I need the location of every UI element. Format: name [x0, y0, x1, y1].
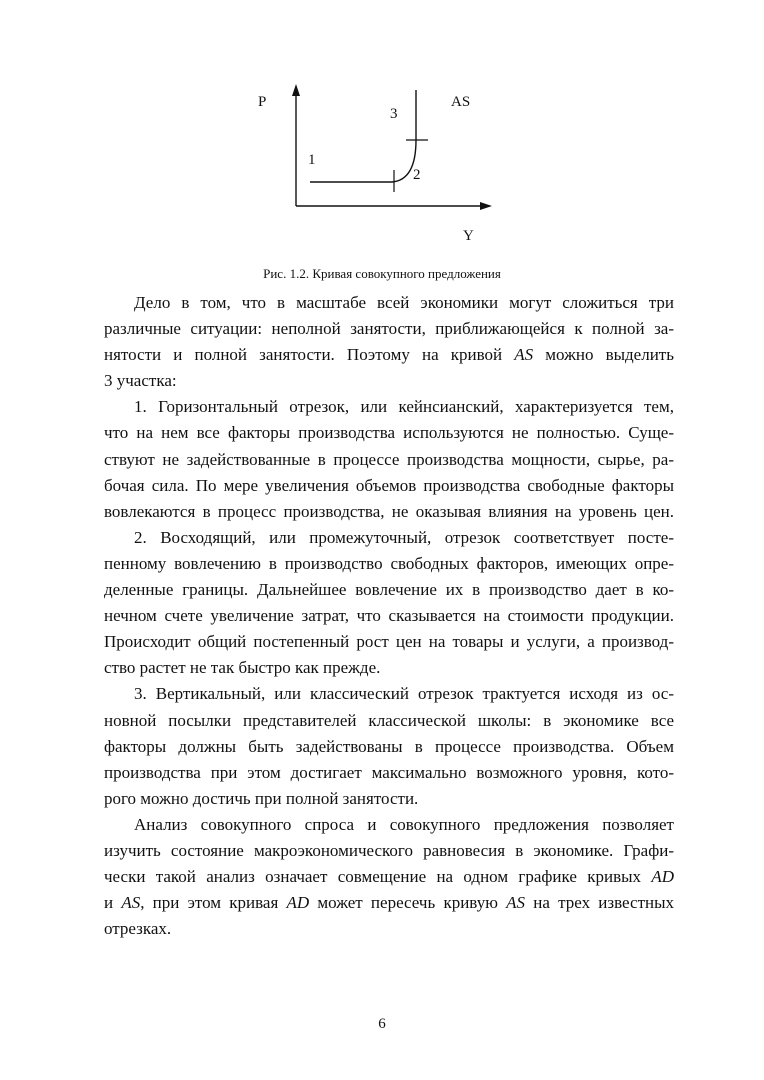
text-line: нятости и полной занятости. Поэтому на кривой AS можно выделить — [104, 345, 674, 365]
text-line: и AS, при этом кривая AD может пересечь кривую AS на трех известных — [104, 893, 675, 913]
segment-label-1: 1 — [308, 152, 316, 168]
as-curve — [310, 90, 416, 182]
figure-caption: Рис. 1.2. Кривая совокупного предложения — [263, 266, 501, 281]
text-line: что на нем все факторы производства используются не полностью. Суще- — [104, 423, 674, 443]
text-line: 2. Восходящий, или промежуточный, отрезок соответствует посте- — [134, 527, 674, 547]
segment-label-3: 3 — [390, 106, 398, 122]
text-line: различные ситуации: неполной занятости, приближающейся к полной за- — [104, 319, 674, 339]
text-line: Анализ совокупного спроса и совокупного предложения позволяет — [134, 814, 674, 834]
text-line: пенному вовлечению в производство свободных факторов, имеющих опре- — [104, 553, 674, 573]
text-line: нечном счете увеличение затрат, что сказывается на стоимости продукции. — [104, 606, 674, 626]
text-line: отрезках. — [104, 919, 172, 939]
text-line: чески такой анализ означает совмещение на одном графике кривых AD — [104, 867, 674, 887]
y-axis-arrow-icon — [292, 84, 300, 96]
text-line: ствуют не задействованные в процессе производства мощности, сырье, ра- — [104, 449, 674, 469]
text-line: 3 участка: — [104, 371, 177, 391]
text-line: 1. Горизонтальный отрезок, или кейнсианский, характеризуется тем, — [134, 397, 674, 417]
text-line: факторы должны быть задействованы в процессе производства. Объем — [104, 736, 674, 756]
as-curve-figure — [230, 80, 530, 250]
axis-x-label: Y — [463, 228, 474, 244]
text-line: 3. Вертикальный, или классический отрезок трактуется исходя из ос- — [134, 684, 674, 704]
curve-label-as: AS — [451, 94, 471, 110]
text-line: производства при этом достигает максимально возможного уровня, кото- — [104, 762, 674, 782]
x-axis-arrow-icon — [480, 202, 492, 210]
body-text — [104, 290, 674, 942]
text-line: рого можно достичь при полной занятости. — [104, 788, 419, 808]
text-line: Происходит общий постепенный рост цен на товары и услуги, а производ- — [104, 632, 674, 652]
page-number: 6 — [378, 1016, 386, 1032]
segment-label-2: 2 — [413, 167, 421, 183]
text-line: Дело в том, что в масштабе всей экономики могут сложиться три — [134, 293, 674, 312]
axis-y-label: P — [258, 94, 267, 110]
text-line: новной посылки представителей классической школы: в экономике все — [104, 710, 674, 730]
text-line: вовлекаются в процесс производства, не оказывая влияния на уровень цен. — [104, 501, 674, 521]
text-line: деленные границы. Дальнейшее вовлечение их в производство дает в ко- — [104, 580, 674, 600]
text-line: бочая сила. По мере увеличения объемов производства свободные факторы — [104, 475, 674, 495]
text-line: ство растет не так быстро как прежде. — [104, 658, 381, 678]
text-line: изучить состояние макроэкономического равновесия в экономике. Графи- — [104, 840, 674, 860]
